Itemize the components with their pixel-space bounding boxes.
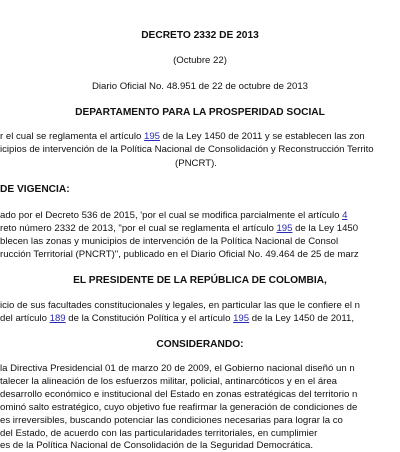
vigencia-text: ado por el Decreto 536 de 2015, 'por el cual se modifica parcialmente el artículo <box>0 210 343 221</box>
summary-text: r el cual se reglamenta el artículo <box>0 131 144 142</box>
considering-text: es de la Política Nacional de Consolidación de la Seguridad Democrática. <box>0 440 314 451</box>
considering-line-1 <box>0 363 355 375</box>
faculties-line-2 <box>0 313 354 325</box>
official-journal: Diario Oficial No. 48.951 de 22 de octubre de 2013 <box>92 81 308 92</box>
vigencia-line-3 <box>0 236 338 248</box>
considering-heading: CONSIDERANDO: <box>156 339 244 350</box>
vigencia-line-2 <box>0 223 358 235</box>
summary-text: de la Ley 1450 de 2011 y se establecen las zon <box>160 131 365 142</box>
vigencia-text: reto número 2332 de 2013, "por el cual se reglamenta el artículo <box>0 223 277 234</box>
considering-text: del Estado, de acuerdo con las particularidades territoriales, en cumplimier <box>0 428 318 439</box>
article-link[interactable]: 195 <box>233 313 250 324</box>
summary-line-2 <box>0 144 374 156</box>
faculties-text: de la Constitución Política y el artículo <box>65 313 234 324</box>
department-heading: DEPARTAMENTO PARA LA PROSPERIDAD SOCIAL <box>75 107 325 118</box>
considering-text: talecer la alineación de los esfuerzos militar, policial, antinarcóticos y en el área <box>0 376 338 387</box>
vigencia-line-1 <box>0 210 347 222</box>
considering-line-4 <box>0 402 357 414</box>
considering-line-7 <box>0 440 313 452</box>
considering-text: ominó salto estratégico, cuyo objetivo fue reafirmar la generación de condiciones de <box>0 402 358 413</box>
vigencia-heading: DE VIGENCIA: <box>0 184 70 195</box>
summary-line-3 <box>175 158 217 170</box>
summary-text: (PNCRT). <box>175 158 217 169</box>
considering-line-5 <box>0 415 343 427</box>
article-link[interactable]: 189 <box>49 313 66 324</box>
vigencia-line-4 <box>0 249 359 261</box>
decree-title: DECRETO 2332 DE 2013 <box>141 30 259 41</box>
considering-text: desarrollo económico e institucional del Estado en zonas estratégicas del territorio n <box>0 389 358 400</box>
vigencia-text: rucción Territorial (PNCRT)", publicado en el Diario Oficial No. 49.464 de 25 de marz <box>0 249 359 260</box>
considering-line-3 <box>0 389 357 401</box>
vigencia-text: de la Ley 1450 <box>292 223 359 234</box>
decree-date: (Octubre 22) <box>173 55 227 66</box>
summary-line-1 <box>0 131 365 143</box>
considering-text: es irreversibles, buscando potenciar las condiciones necesarias para lograr la co <box>0 415 343 426</box>
president-heading: EL PRESIDENTE DE LA REPÚBLICA DE COLOMBIA, <box>73 275 327 286</box>
summary-text: icipios de intervención de la Política Nacional de Consolidación y Reconstrucción Territo <box>0 144 374 155</box>
faculties-text: del artículo <box>0 313 50 324</box>
article-link[interactable]: 4 <box>342 210 348 221</box>
faculties-line-1 <box>0 300 360 312</box>
vigencia-text: blecen las zonas y municipios de intervención de la Política Nacional de Consol <box>0 236 339 247</box>
article-link[interactable]: 195 <box>276 223 293 234</box>
article-link[interactable]: 195 <box>143 131 160 142</box>
considering-line-6 <box>0 428 317 440</box>
considering-text: la Directiva Presidencial 01 de marzo 20 de 2009, el Gobierno nacional diseñó un n <box>0 363 355 374</box>
considering-line-2 <box>0 376 337 388</box>
faculties-text: icio de sus facultades constitucionales y legales, en particular las que le confiere el n <box>0 300 360 311</box>
faculties-text: de la Ley 1450 de 2011, <box>249 313 355 324</box>
